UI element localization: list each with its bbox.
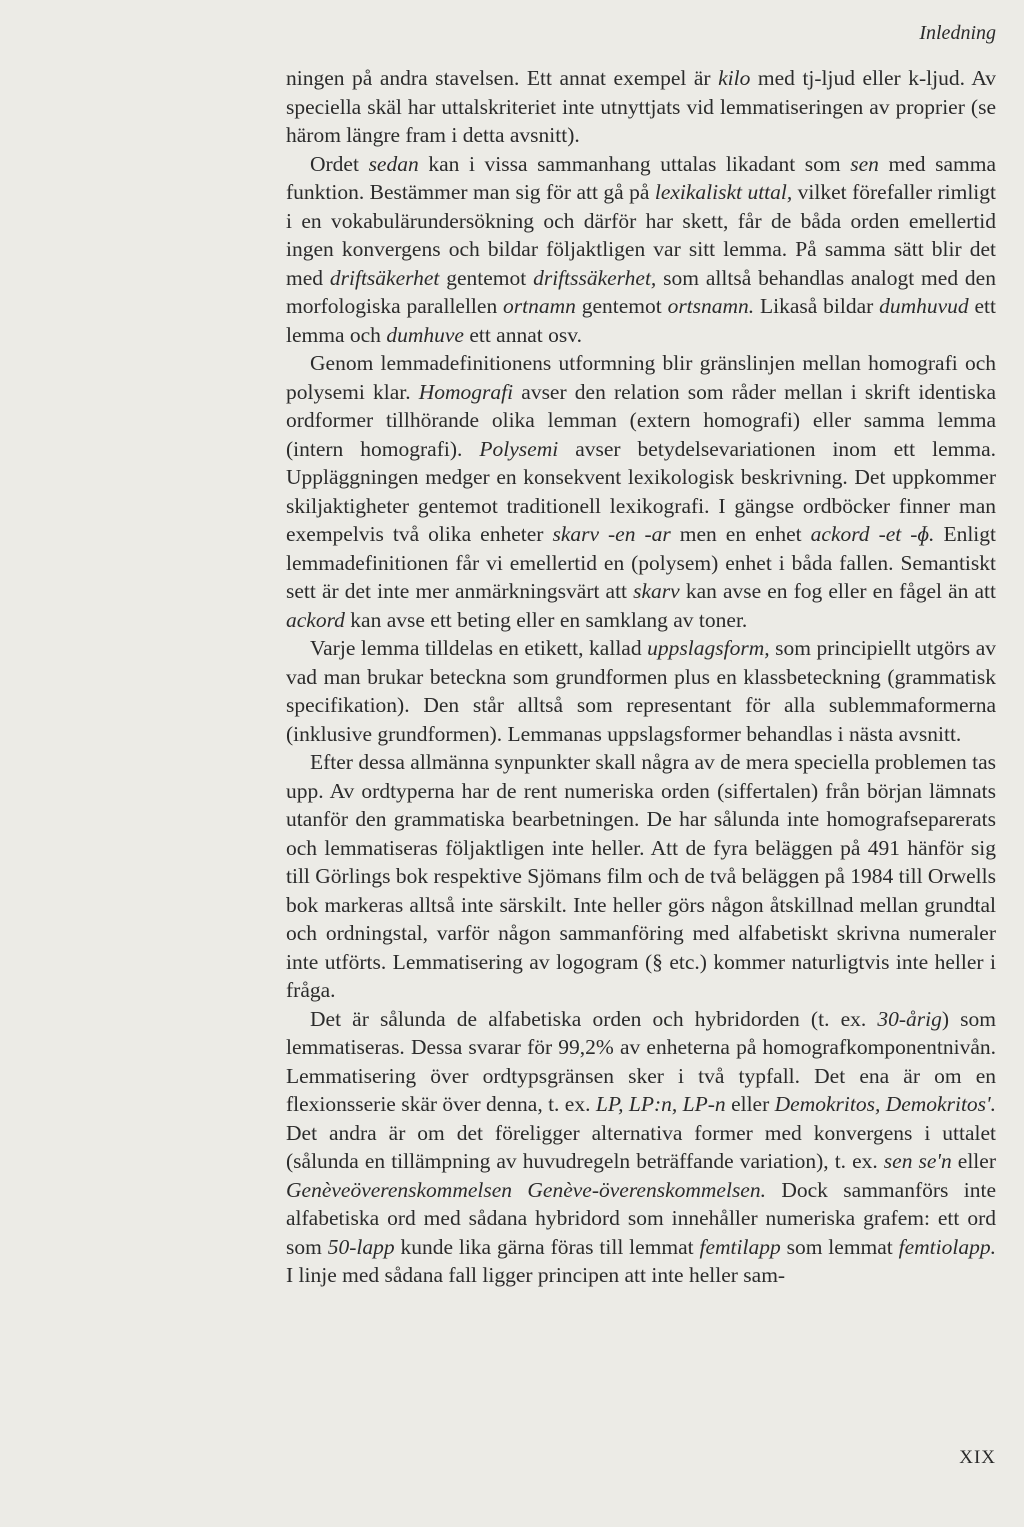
paragraph (286, 64, 996, 150)
italic-term: ortsnamn. (667, 294, 755, 318)
paragraph (286, 349, 996, 634)
italic-term: 30-årig (877, 1006, 942, 1031)
text-run: Dock sammanförs inte alfabetiska ord med sådana hybridord som innehåller numeriska grafem: ett ord som (286, 1177, 996, 1259)
italic-term: kilo (718, 66, 751, 90)
text-run: avser betydelsevariationen inom ett lemma. Uppläggningen medger en konsekvent lexikologisk beskrivning. Det uppkommer skiljaktigheter gentemot traditionell lexikografi. I gängse ordböcker finner man exempelvis två olika enheter (286, 436, 996, 546)
text-run: eller (951, 1149, 996, 1173)
text-run: kan avse en fog eller en fågel än att (679, 579, 997, 603)
text-run: Det andra är om det föreligger alternativa former med konvergens i uttalet (sålunda en tillämpning av huvudregeln beträffande variation), t. ex. (286, 1120, 996, 1173)
text-run: Efter dessa allmänna synpunkter skall några av de mera speciella problemen tas upp. Av ordtyperna har de rent numeriska orden (siffertalen) från början lämnats utanför den grammatiska bearbetningen. De har sålunda inte homografseparerats och lemmatiseras följaktligen inte heller. Att de fyra beläggen på 491 hänför sig till Görlings bok respektive Sjömans film och de två beläggen på 1984 till Orwells bok markeras alltså inte särskilt. Inte heller görs någon åtskillnad mellan grundtal och ordningstal, varför någon sammanföring med alfabetiskt skrivna numeraler inte utförts. Lemmatisering av logogram (§ etc.) kommer naturligtvis inte heller i fråga. (286, 750, 996, 1002)
text-run: Enligt lemmadefinitionen får vi emellertid en (polysem) enhet i båda fallen. Semantiskt sett är det inte mer anmärkningsvärt att (286, 522, 996, 603)
italic-term: dumhuvud (879, 294, 969, 318)
text-run: med samma funktion. Bestämmer man sig för att gå på (286, 151, 997, 204)
italic-term: lexikaliskt uttal, (654, 180, 793, 204)
text-run: med tj-ljud eller k-ljud. Av speciella skäl har uttalskriteriet inte utnyttjats vid lemmatiseringen av proprier (se härom längre fram i detta avsnitt). (286, 66, 996, 147)
paragraph (286, 748, 996, 1005)
italic-term: Genèveöverenskommelsen Genève-överenskommelsen. (286, 1177, 766, 1202)
text-run: kan i vissa sammanhang uttalas likadant som (418, 151, 851, 176)
text-run: Likaså bildar (754, 294, 880, 318)
paragraph (286, 634, 996, 748)
italic-term: femtilapp (699, 1234, 781, 1259)
text-run: avser den relation som råder mellan i skrift identiska ordformer tillhörande olika lemman (extern homografi) eller samma lemma (intern homografi). (286, 379, 996, 461)
italic-term: Polysemi (479, 436, 559, 461)
italic-term: sen se'n (883, 1149, 952, 1173)
text-run: kunde lika gärna föras till lemmat (394, 1234, 700, 1259)
text-run: ett lemma och (286, 294, 996, 347)
text-run: men en enhet (670, 522, 811, 546)
text-run: ) som lemmatiseras. Dessa svarar för 99,2% av enheterna på homografkomponentnivån. Lemmatisering över ordtypsgränsen sker i två typfall. Det ena är om en flexionsserie skär över denna, t. ex. (286, 1006, 997, 1116)
italic-term: sedan (368, 151, 419, 176)
paragraph (286, 1005, 996, 1290)
text-run: I linje med sådana fall ligger principen att inte heller sam- (286, 1263, 786, 1287)
italic-term: dumhuve (386, 322, 464, 347)
text-run: Det är sålunda de alfabetiska orden och hybridorden (t. ex. (310, 1006, 878, 1031)
italic-term: ackord (286, 607, 345, 632)
text-run: kan avse ett beting eller en samklang av toner. (344, 607, 748, 632)
italic-term: Demokritos, Demokritos'. (774, 1092, 997, 1116)
text-run: som alltså behandlas analogt med den morfologiska parallellen (286, 265, 996, 318)
italic-term: uppslagsform, (647, 636, 770, 660)
text-run: som principiellt utgörs av vad man brukar beteckna som grundformen plus en klassbeteckning (grammatisk specifikation). Den står alltså som representant för alla sublemmaformerna (inklusive grundformen). Lemmanas uppslagsformer behandlas i nästa avsnitt. (286, 636, 996, 746)
italic-term: LP, LP:n, LP-n (595, 1092, 726, 1116)
text-run: gentemot (439, 265, 534, 290)
text-run: ett annat osv. (463, 322, 582, 347)
text-run: Genom lemmadefinitionens utformning blir gränslinjen mellan homografi och polysemi klar. (286, 351, 996, 404)
italic-term: 50-lapp (327, 1234, 395, 1259)
body-text (286, 64, 996, 1290)
text-run: Ordet (310, 151, 369, 176)
running-head: Inledning (919, 22, 996, 44)
text-run: som lemmat (780, 1234, 899, 1259)
italic-term: femtiolapp. (898, 1234, 996, 1259)
page-number: XIX (959, 1447, 996, 1468)
italic-term: driftssäkerhet, (533, 265, 657, 290)
text-run: vilket förefaller rimligt i en vokabulärundersökning och därför har skett, får de båda orden emellertid ingen konvergens och bildar följaktligen var sitt lemma. På samma sätt blir det med (286, 180, 997, 290)
italic-term: ortnamn (503, 294, 576, 318)
italic-term: skarv -en -ar (552, 522, 671, 546)
text-run: Varje lemma tilldelas en etikett, kallad (310, 636, 648, 660)
text-run: eller (725, 1092, 775, 1116)
text-run: gentemot (575, 294, 668, 318)
text-run: ningen på andra stavelsen. Ett annat exempel är (286, 66, 719, 90)
italic-term: driftsäkerhet (329, 265, 440, 290)
italic-term: Homografi (418, 379, 514, 404)
italic-term: sen (850, 151, 879, 176)
italic-term: ackord -et -ɸ. (810, 522, 935, 546)
paragraph (286, 150, 996, 350)
italic-term: skarv (633, 579, 680, 603)
